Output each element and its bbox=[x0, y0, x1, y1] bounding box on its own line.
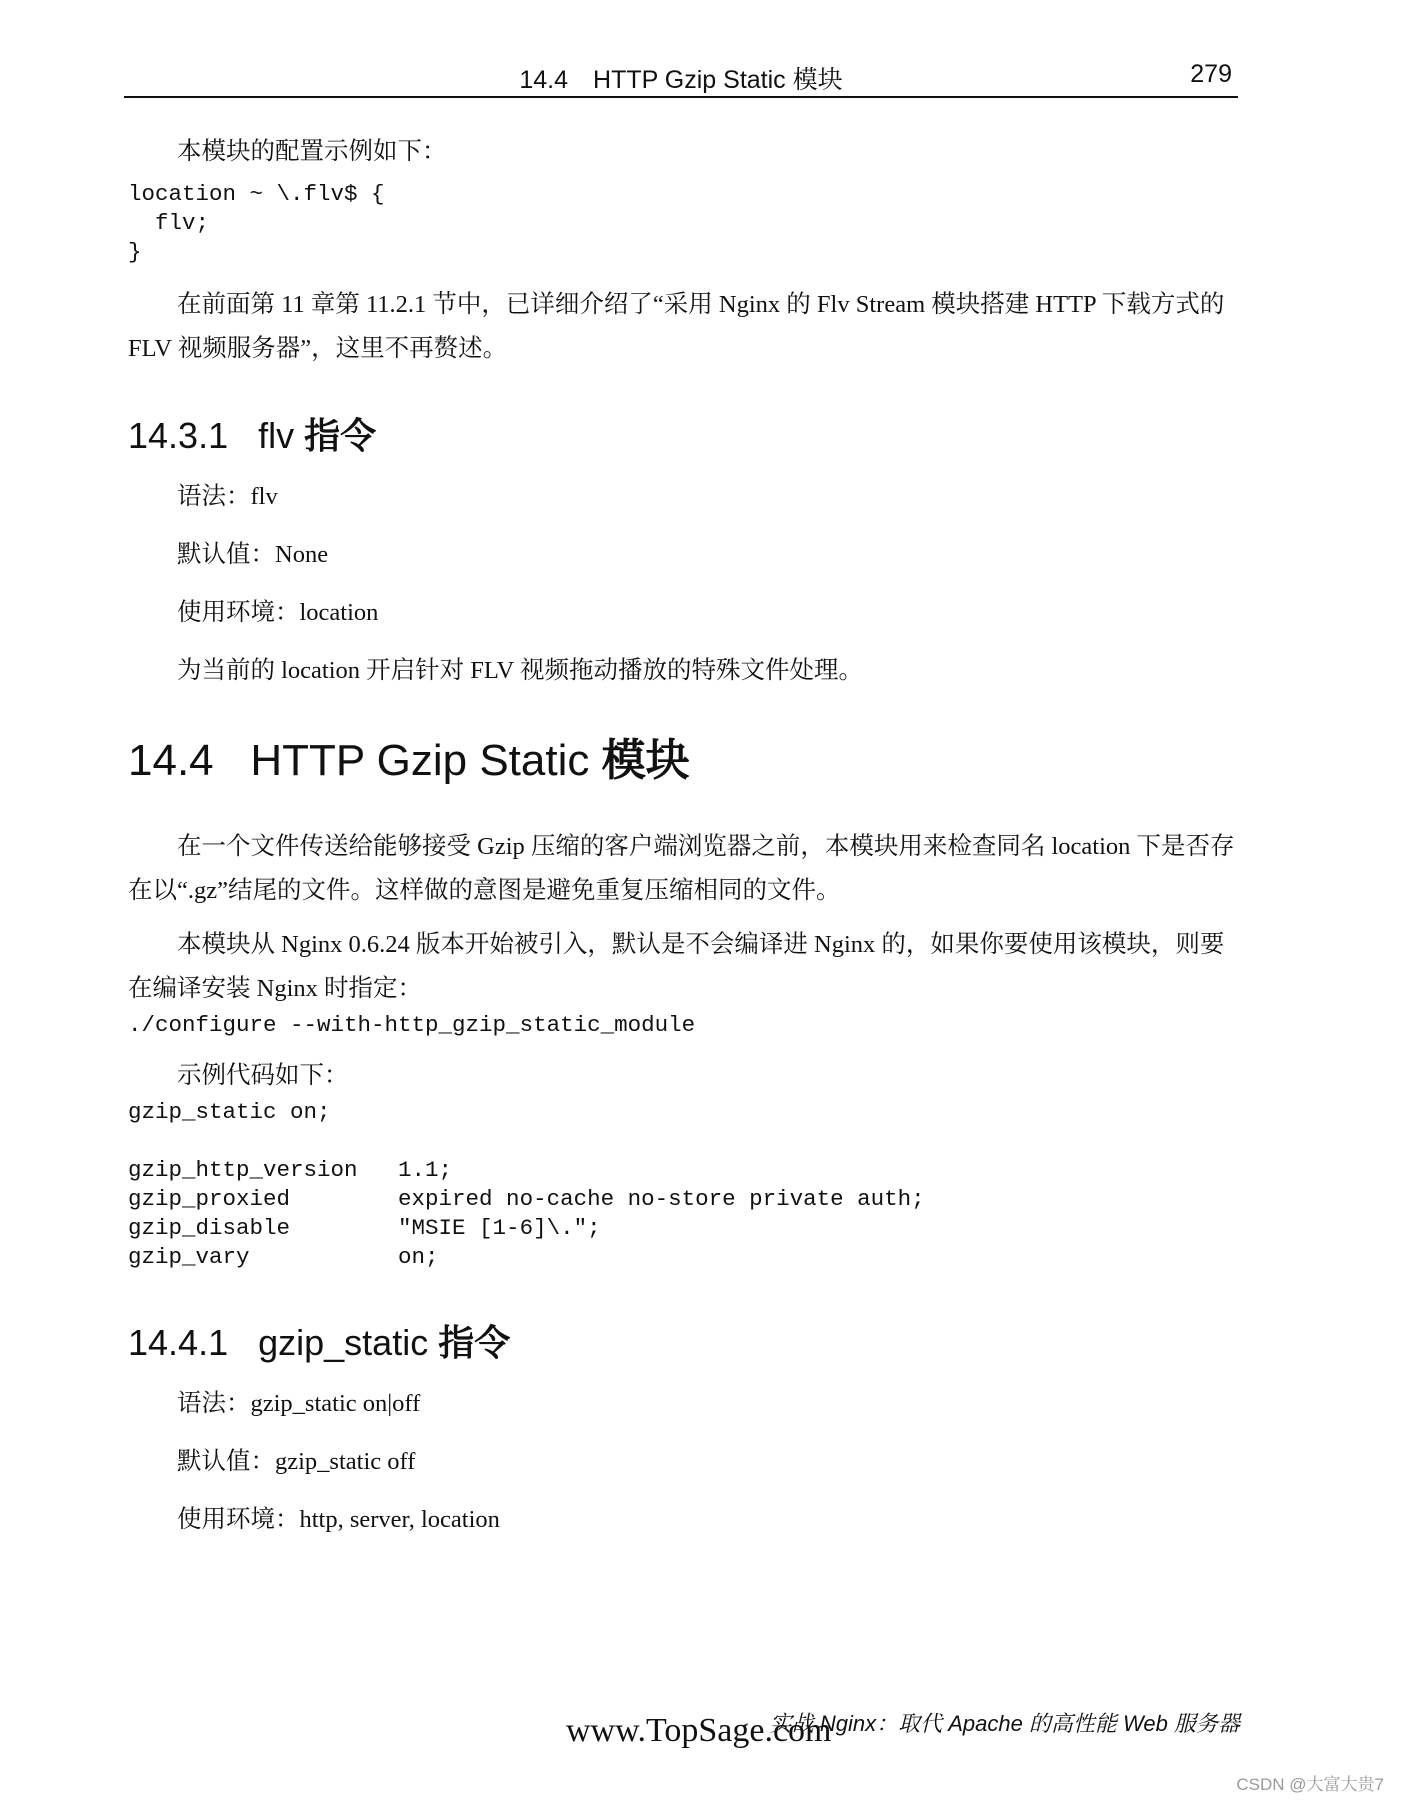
running-title: 14.4 HTTP Gzip Static 模块 bbox=[519, 66, 843, 94]
config-lead-text: 本模块的配置示例如下： bbox=[177, 138, 447, 165]
flv-default: 默认值：None bbox=[177, 541, 329, 568]
page-number: 279 bbox=[1190, 60, 1232, 88]
heading-name: flv bbox=[258, 415, 295, 456]
flv-description: 为当前的 location 开启针对 FLV 视频拖动播放的特殊文件处理。 bbox=[177, 657, 864, 684]
running-header bbox=[124, 56, 1238, 98]
heading-name: HTTP Gzip Static bbox=[250, 736, 590, 785]
gzip-static-default: 默认值：gzip_static off bbox=[177, 1448, 416, 1475]
heading-14-4-1 bbox=[128, 1318, 1236, 1368]
flv-note-paragraph: 在前面第 11 章第 11.2.1 节中，已详细介绍了“采用 Nginx 的 Flv Stream 模块搭建 HTTP 下载方式的 FLV 视频服务器”，这里不再赘述。 bbox=[128, 291, 1225, 362]
example-lead-text: 示例代码如下： bbox=[177, 1062, 349, 1089]
gzip-static-intro-paragraph: 在一个文件传送给能够接受 Gzip 压缩的客户端浏览器之前，本模块用来检查同名 location 下是否存在以“.gz”结尾的文件。这样做的意图是避免重复压缩相同的文件。 bbox=[128, 833, 1235, 904]
heading-suffix: 指令 bbox=[304, 415, 377, 456]
heading-14-3-1 bbox=[128, 411, 1236, 461]
gzip-static-syntax: 语法：gzip_static on|off bbox=[177, 1390, 421, 1417]
heading-suffix: 指令 bbox=[438, 1322, 511, 1363]
gzip-static-build-paragraph: 本模块从 Nginx 0.6.24 版本开始被引入，默认是不会编译进 Nginx 的，如果你要使用该模块，则要在编译安装 Nginx 时指定： bbox=[128, 931, 1225, 1002]
flv-config-code: location ~ \.flv$ { flv; } bbox=[128, 181, 385, 265]
configure-command-code: ./configure --with-http_gzip_static_module bbox=[128, 1012, 696, 1038]
heading-number: 14.3.1 bbox=[128, 415, 229, 456]
page-content bbox=[128, 130, 1236, 1556]
heading-number: 14.4.1 bbox=[128, 1322, 229, 1363]
heading-14-4 bbox=[128, 731, 1236, 791]
csdn-watermark: CSDN @大富大贵7 bbox=[1236, 1775, 1384, 1794]
flv-context: 使用环境：location bbox=[177, 599, 379, 626]
gzip-static-context: 使用环境：http, server, location bbox=[177, 1506, 500, 1533]
book-series-footer: 实战 Nginx：取代 Apache 的高性能 Web 服务器 bbox=[769, 1711, 1240, 1736]
flv-syntax: 语法：flv bbox=[177, 483, 278, 510]
gzip-example-code: gzip_static on; gzip_http_version 1.1; gzip_proxied expired no-cache no-store private auth; gzip_disable "MSIE [1-6]\."; gzip_vary on; bbox=[128, 1099, 925, 1270]
heading-number: 14.4 bbox=[128, 736, 214, 785]
site-watermark: www.TopSage.com bbox=[566, 1712, 832, 1749]
heading-name: gzip_static bbox=[258, 1322, 429, 1363]
heading-suffix: 模块 bbox=[601, 736, 690, 785]
